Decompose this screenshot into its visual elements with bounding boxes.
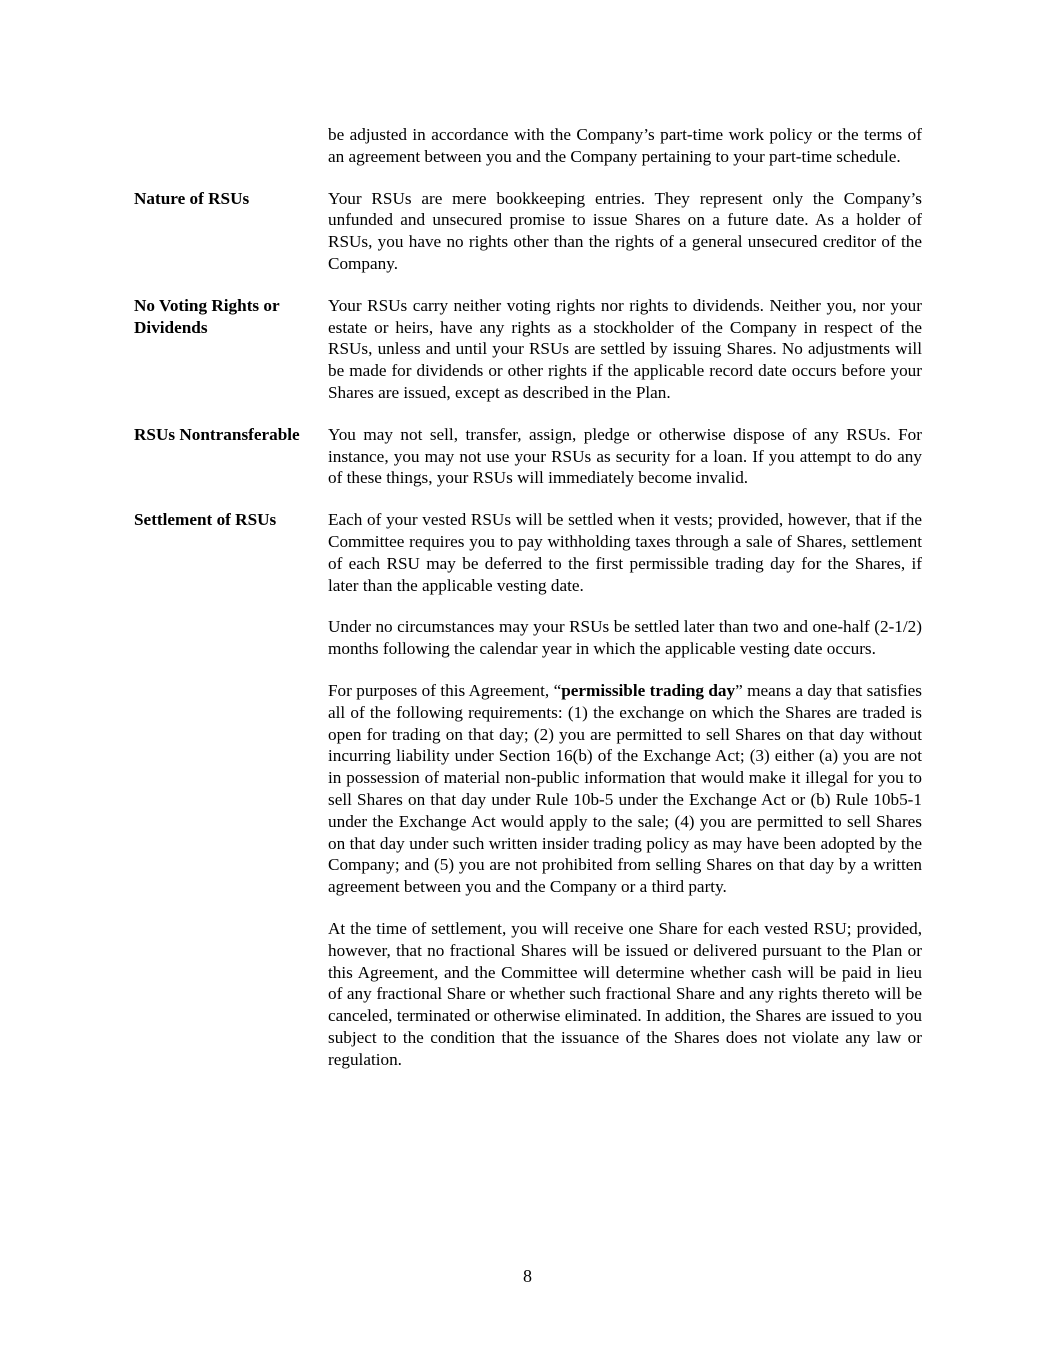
section-heading: No Voting Rights or Dividends — [134, 295, 280, 337]
section-body — [328, 124, 922, 168]
paragraph-deadline: Under no circumstances may your RSUs be settled later than two and one-half (2-1/2) months following the calendar year in which the applicable vesting date occurs. — [328, 617, 922, 659]
definition-lead-in: For purposes of this Agreement, “ — [328, 680, 562, 700]
paragraph: Your RSUs are mere bookkeeping entries. They represent only the Company’s unfunded and unsecured promise to issue Shares on a future date. As a holder of RSUs, you have no rights other than the rights of a general unsecured creditor of the Company. — [328, 188, 922, 273]
paragraph-settlement: Each of your vested RSUs will be settled when it vests; provided, however, that if the Committee requires you to pay withholding taxes through a sale of Shares, settlement of each RSU may be deferred to the first permissible trading day for the Shares, if later than the applicable vesting date. — [328, 510, 922, 595]
paragraph: You may not sell, transfer, assign, pledge or otherwise dispose of any RSUs. For instance, you may not use your RSUs as security for a loan. If you attempt to do any of these things, your RSUs will immediately become invalid. — [328, 424, 922, 488]
paragraph-permissible-trading-day — [328, 680, 922, 898]
section-body — [328, 188, 922, 275]
section-heading: Nature of RSUs — [134, 188, 250, 208]
paragraph-part-time: be adjusted in accordance with the Company’s part-time work policy or the terms of an agreement between you and the Company pertaining to your part-time schedule. — [328, 125, 922, 166]
section-rsus-nontransferable — [134, 424, 922, 489]
paragraph-fractional-shares: At the time of settlement, you will receive one Share for each vested RSU; provided, however, that no fractional Shares will be issued or delivered pursuant to the Plan or this Agreement, and the Committee will determine whether cash will be paid in lieu of any fractional Share or whether such fractional Share and any rights thereto will be canceled, terminated or otherwise eliminated. In addition, the Shares are issued to you subject to the condition that the issuance of the Shares does not violate any law or regulation. — [328, 918, 922, 1069]
section-body — [328, 509, 922, 1070]
paragraph: Your RSUs carry neither voting rights nor rights to dividends. Neither you, nor your estate or heirs, have any rights as a stockholder of the Company in respect of the RSUs, unless and until your RSUs are settled by issuing Shares. No adjustments will be made for dividends or other rights if the applicable record date occurs before your Shares are issued, except as described in the Plan. — [328, 295, 922, 402]
section-settlement-of-rsus — [134, 509, 922, 1070]
section-continuation — [134, 124, 922, 168]
defined-term: permissible trading day — [561, 680, 736, 700]
section-nature-of-rsus — [134, 188, 922, 275]
section-no-voting-rights — [134, 295, 922, 404]
section-heading: RSUs Nontransferable — [134, 424, 300, 444]
page-number: 8 — [523, 1266, 532, 1286]
section-body — [328, 424, 922, 489]
definition-text: ” means a day that satisfies all of the following requirements: (1) the exchange on which the Shares are traded is open for trading on that day; (2) you are permitted to sell Shares on that day without incurring liability under Section 16(b) of the Exchange Act; (3) either (a) you are not in possession of material non-public information that would make it illegal for you to sell Shares on that day under Rule 10b-5 under the Exchange Act or (b) Rule 10b5-1 under the Exchange Act would apply to the sale; (4) you are permitted to sell Shares on that day under such written insider trading policy as may have been adopted by the Company; and (5) you are not prohibited from selling Shares on that day by a written agreement between you and the Company or a third party. — [328, 680, 922, 897]
section-body — [328, 295, 922, 404]
document-body — [134, 124, 922, 1070]
section-heading: Settlement of RSUs — [134, 510, 277, 530]
